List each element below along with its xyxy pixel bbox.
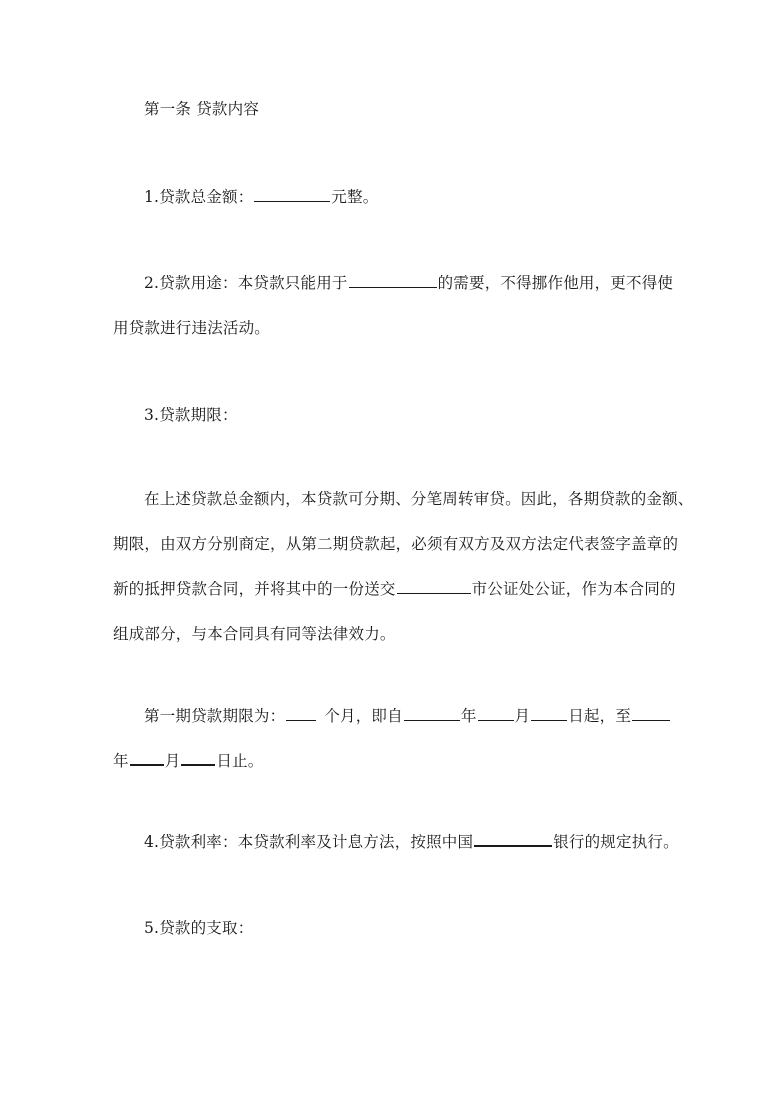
start-day-label: 日起，至	[568, 707, 632, 725]
item-interest-rate-suffix: 银行的规定执行。	[553, 833, 679, 851]
item-loan-amount-label: 1.贷款总金额：	[144, 188, 254, 206]
bank-name-blank	[474, 831, 552, 847]
loan-term-paragraph	[113, 477, 694, 657]
first-period-months-text: 个月，即自	[324, 707, 403, 725]
loan-term-line2: 期限，由双方分别商定，从第二期贷款起，必须有双方及双方法定代表签字盖章的	[113, 535, 679, 553]
start-month-blank	[478, 706, 514, 721]
end-day-label: 日止。	[216, 752, 264, 770]
item-loan-term-heading: 3.贷款期限：	[144, 406, 238, 424]
loan-term-line3-post: 市公证处公证，作为本合同的	[471, 580, 676, 598]
start-year-label: 年	[460, 707, 477, 725]
end-day-blank	[181, 750, 215, 766]
loan-purpose-blank	[349, 273, 437, 288]
loan-amount-blank	[254, 187, 330, 202]
item-loan-purpose-label: 2.贷款用途：本贷款只能用于	[144, 274, 348, 292]
loan-term-line4: 组成部分，与本合同具有同等法律效力。	[113, 625, 396, 643]
first-period-label: 第一期贷款期限为：	[144, 707, 286, 725]
start-year-blank	[404, 706, 460, 721]
loan-term-line1: 在上述贷款总金额内，本贷款可分期、分笔周转审贷。因此，各期贷款的金额、	[144, 490, 694, 508]
item-loan-purpose-text: 的需要，不得挪作他用，更不得使	[437, 274, 674, 292]
end-year-label: 年	[113, 752, 129, 770]
item-interest-rate	[113, 820, 692, 865]
months-blank	[286, 706, 316, 721]
notary-city-blank	[397, 579, 471, 594]
end-year-blank	[632, 706, 670, 721]
start-month-label: 月	[514, 707, 531, 725]
item-loan-withdrawal: 5.贷款的支取：	[144, 919, 254, 937]
item-loan-purpose	[113, 261, 674, 351]
item-interest-rate-label: 4.贷款利率：本贷款利率及计息方法，按照中国	[144, 833, 474, 851]
end-month-label: 月	[164, 752, 181, 770]
end-month-blank	[130, 750, 164, 766]
item-loan-amount	[113, 175, 692, 220]
loan-term-line3-pre: 新的抵押贷款合同，并将其中的一份送交	[113, 580, 396, 598]
first-period-paragraph	[113, 694, 661, 784]
start-day-blank	[531, 706, 567, 721]
item-loan-purpose-line2: 用贷款进行违法活动。	[113, 319, 271, 337]
section-title: 第一条 贷款内容	[144, 100, 260, 118]
item-loan-amount-suffix: 元整。	[331, 188, 379, 206]
